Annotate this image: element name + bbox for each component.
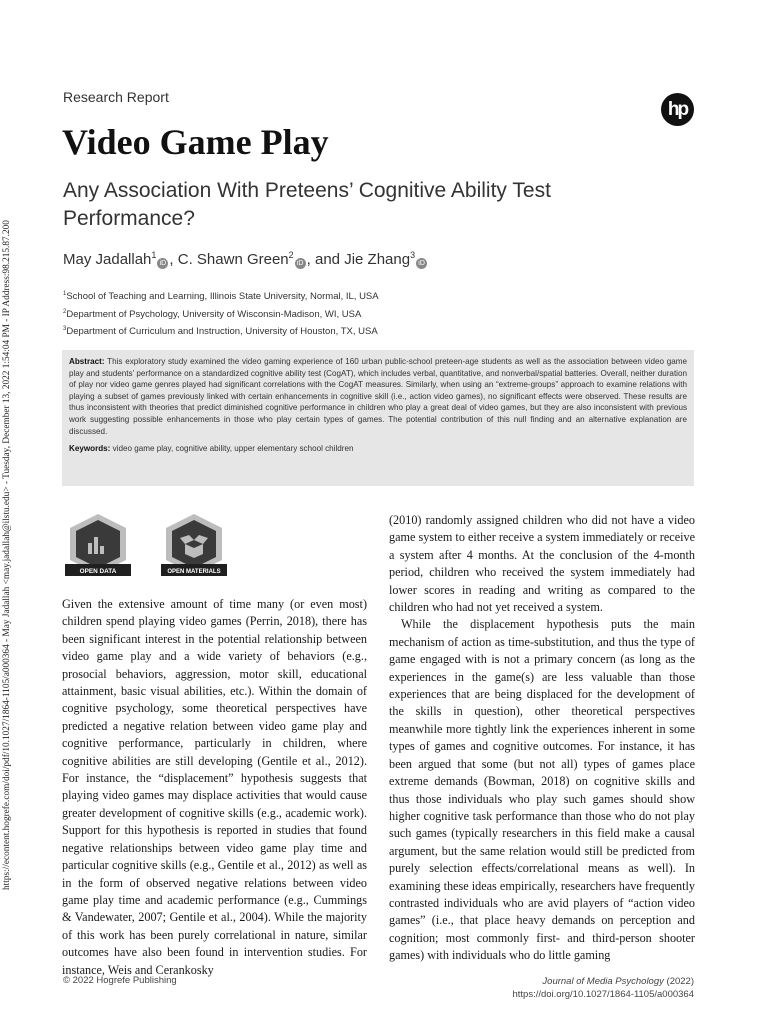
journal-name: Journal of Media Psychology: [542, 976, 664, 987]
body-paragraph: (2010) randomly assigned children who did not have a video game system to either receive a system immediately or receive a system after 4 months. At the conclusion of the 4-month period, children who received the system immediately had lower scores in reading and writing as compared to the children who had not yet received a system.: [389, 513, 695, 615]
open-science-badges: [63, 513, 233, 579]
affiliation-text: School of Teaching and Learning, Illinois State University, Normal, IL, USA: [66, 291, 379, 303]
bar-chart-icon: [88, 543, 92, 554]
download-stamp: [2, 130, 16, 890]
abstract-box: [62, 350, 694, 486]
journal-year: (2022): [666, 976, 694, 987]
author-name[interactable]: Jie Zhang: [344, 251, 411, 268]
keywords-label: Keywords:: [69, 444, 111, 454]
journal-citation: [512, 975, 694, 1001]
open-data-label: OPEN DATA: [79, 568, 117, 575]
open-data-badge[interactable]: [63, 513, 133, 579]
author-list: [63, 250, 428, 269]
body-paragraph: While the displacement hypothesis puts the main mechanism of action as time-substitution, and thus the type of game engaged with is not a primary concern (as long as the experiences in the game(s) are less valuable than those experiences that are being displaced for the development of the skills in question), other theoretical perspectives meanwhile more tightly link the experiences inherent in some types of games and cognitive outcomes. For instance, it has been argued that some (but not all) types of games place extreme demands (Bowman, 2018) on cognitive skills and thus those individuals who play such games should show higher cognitive task performance than those who do not play such games (typically researchers in this field make a causal argument, but the same relation would still be predicted from purely selection effects/correlational means as well). In examining these ideas empirically, researchers have frequently contrasted individuals who are avid players of “action video games” (i.e., that place heavy demands on perception and cognition; most commonly first- and third-person shooter games) with individuals who do little gaming: [389, 617, 695, 963]
body-right-column: [389, 512, 695, 965]
abstract: [69, 356, 687, 437]
affiliation-line: [63, 322, 379, 340]
copyright-notice: © 2022 Hogrefe Publishing: [63, 975, 177, 986]
affiliation-number: 1: [63, 291, 67, 297]
orcid-icon[interactable]: iD: [157, 258, 168, 269]
orcid-icon[interactable]: iD: [416, 258, 427, 269]
author-affiliation-number: 1: [151, 250, 157, 260]
publisher-logo: hp: [661, 93, 694, 126]
affiliation-text: Department of Psychology, University of Wisconsin-Madison, WI, USA: [66, 308, 362, 320]
article-subtitle: Any Association With Preteens’ Cognitive Ability Test Performance?: [63, 179, 551, 230]
author-affiliation-number: 3: [410, 250, 416, 260]
keywords-text: video game play, cognitive ability, upper elementary school children: [112, 444, 354, 454]
affiliation-line: [63, 287, 379, 305]
affiliations: [63, 287, 379, 340]
abstract-label: Abstract:: [69, 357, 105, 366]
affiliation-text: Department of Curriculum and Instruction, University of Houston, TX, USA: [66, 326, 378, 338]
download-stamp-text: https://econtent.hogrefe.com/doi/pdf/10.1027/1864-1105/a000364 - May Jadallah <may.jadallah@ilstu.edu> - Tuesday, December 13, 2022 1:54:04 PM - IP Address:98.215.87.200: [2, 220, 12, 890]
open-materials-label: OPEN MATERIALS: [167, 569, 221, 575]
author-affiliation-number: 2: [288, 250, 294, 260]
body-left-column: [62, 596, 367, 979]
author-separator: ,: [169, 251, 178, 268]
report-type: Research Report: [63, 89, 169, 105]
body-paragraph: Given the extensive amount of time many (or even most) children spend playing video games (Perrin, 2018), there has been significant interest in the potential relationship between video game play and a wide variety of behaviors (e.g., prosocial behaviors, aggression, motor skill, educational attainment, basic visual abilities, etc.). Within the domain of cognitive psychology, some theoretical perspectives have predicted a negative relation between video game play and cognitive performance, particularly in children, where cognitive abilities are still developing (Gentile et al., 2012). For instance, the “displacement” hypothesis suggests that playing video games may displace activities that would cause greater development of cognitive skills (e.g., academic work). Support for this hypothesis is reported in studies that found negative relationships between video game play time and particular cognitive skills (e.g., Gentile et al., 2012) as well as in the form of observed negative relations between video game play time and academic performance (e.g., Cummings & Vandewater, 2007; Gentile et al., 2004). While the majority of this work has been purely correlational in nature, similar outcomes have also been found in intervention studies. For instance, Weis and Cerankosky: [62, 597, 367, 977]
affiliation-number: 2: [63, 308, 67, 315]
author-separator: , and: [306, 251, 345, 268]
affiliation-line: [63, 305, 379, 323]
doi-link[interactable]: https://doi.org/10.1027/1864-1105/a000364: [512, 989, 694, 1000]
article-title: Video Game Play: [62, 122, 329, 162]
open-materials-badge[interactable]: [159, 513, 229, 579]
orcid-icon[interactable]: iD: [295, 258, 306, 269]
affiliation-number: 3: [63, 326, 67, 333]
keywords: [69, 443, 687, 455]
author-name[interactable]: May Jadallah: [63, 251, 152, 268]
author-name[interactable]: C. Shawn Green: [177, 251, 289, 268]
abstract-text: This exploratory study examined the video gaming experience of 160 urban public-school preteen-age students as well as the association between video game play and students’ performance on a standardized cognitive ability test (CogAT), which includes verbal, quantitative, and nonverbal/spatial batteries. Overall, neither duration of play nor video game genres played had significant correlations with the CogAT measures. Similarly, when using an “extreme-groups” approach to examine relations with playing a subset of games previously linked with certain enhancements in cognitive skill (i.e., action video games), no significant effects were observed. These results are thus inconsistent with theories that predict diminished cognitive performance in children who play a great deal of video games, but they are also inconsistent with previous work suggesting possible enhancements in those who play certain types of games. The potential contribution of this null finding and an alternative explanation are discussed.: [69, 357, 688, 436]
